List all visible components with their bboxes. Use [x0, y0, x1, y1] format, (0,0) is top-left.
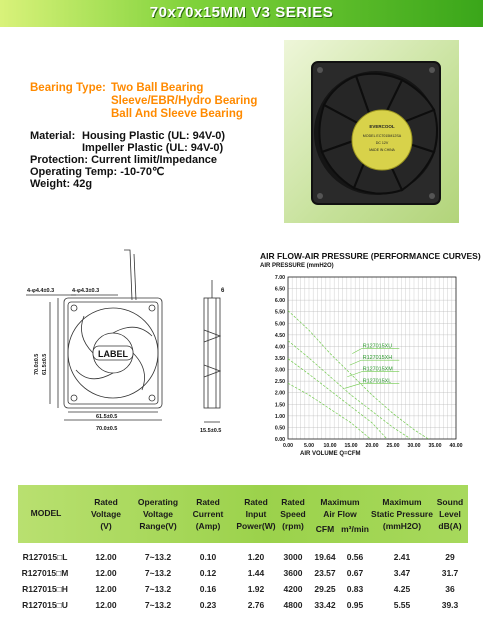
- y-tick-label: 0.50: [274, 425, 285, 432]
- y-tick-label: 1.00: [274, 413, 285, 420]
- legend-label: R127015XH: [362, 355, 393, 362]
- fan-image: [284, 40, 459, 223]
- x-tick-label: 40.00: [449, 443, 463, 449]
- table-cell: 4.25: [393, 584, 411, 594]
- table-cell: 3000: [283, 552, 303, 562]
- weight: Weight: 42g: [30, 178, 93, 190]
- table-cell: 31.7: [441, 568, 459, 578]
- col-sound-level: Sound Level dB(A): [436, 497, 464, 531]
- bearing-type-value-2: Sleeve/EBR/Hydro Bearing: [111, 95, 258, 107]
- table-cell: 12.00: [95, 600, 117, 610]
- table-cell: 1.44: [247, 568, 265, 578]
- table-header: [18, 485, 468, 543]
- y-tick-label: 2.00: [274, 390, 285, 397]
- table-cell: 7~13.2: [144, 568, 172, 578]
- hole-dim-left: 4-φ4.4±0.3: [27, 288, 55, 294]
- table-cell: 1.20: [247, 552, 265, 562]
- table-cell: 12.00: [95, 568, 117, 578]
- photo-label-origin: MADE IN CHINA: [369, 148, 395, 152]
- bearing-type-value-3: Ball And Sleeve Bearing: [111, 108, 243, 120]
- bearing-type-label: Bearing Type:: [30, 82, 106, 94]
- series-line: [288, 341, 411, 439]
- x-tick-label: 0.00: [282, 443, 294, 449]
- table-cell: 36: [445, 584, 455, 594]
- table-cell: R127015□U: [22, 600, 68, 610]
- col-m3-min: m³/min: [341, 524, 369, 534]
- x-tick-label: 5.00: [303, 443, 315, 449]
- photo-label-brand: EVERCOOL: [369, 124, 395, 129]
- table-cell: 0.83: [346, 584, 364, 594]
- impeller-material: Impeller Plastic (UL: 94V-0): [82, 142, 224, 154]
- table-cell: 2.41: [393, 552, 411, 562]
- table-cell: 1.92: [247, 584, 265, 594]
- y-tick-label: 6.00: [274, 298, 285, 305]
- dim-side-small: 6: [221, 288, 225, 294]
- table-cell: 33.42: [314, 600, 336, 610]
- table-cell: R127015□H: [22, 584, 68, 594]
- table-cell: 2.76: [247, 600, 265, 610]
- legend-leader: [345, 383, 362, 388]
- legend-label: R127015XM: [362, 366, 393, 373]
- dim-70-bottom: 70.0±0.5: [96, 426, 118, 432]
- legend-label: R127015XL: [362, 378, 392, 385]
- table-cell: 7~13.2: [144, 600, 172, 610]
- dim-depth: 15.5±0.5: [200, 428, 222, 434]
- col-max-static-pressure: Maximum Static Pressure (mmH2O): [371, 497, 433, 531]
- x-tick-label: 35.00: [428, 443, 442, 449]
- table-cell: 0.56: [346, 552, 364, 562]
- table-cell: 7~13.2: [144, 584, 172, 594]
- legend-leader: [352, 349, 361, 354]
- table-cell: 12.00: [95, 552, 117, 562]
- dimension-drawing: [24, 240, 249, 440]
- y-tick-label: 5.00: [274, 321, 285, 328]
- header-banner: [0, 0, 483, 27]
- table-cell: 3.47: [393, 568, 411, 578]
- table-row: [18, 549, 468, 565]
- y-tick-label: 5.50: [274, 309, 285, 316]
- col-max-air-flow: Maximum Air Flow: [320, 497, 360, 519]
- col-rated-speed: Rated Speed (rpm): [280, 497, 306, 531]
- y-tick-label: 3.50: [274, 356, 285, 362]
- table-row: [18, 597, 468, 613]
- bearing-type-value-1: Two Ball Bearing: [111, 82, 204, 94]
- table-cell: 0.67: [346, 568, 364, 578]
- table-cell: 39.3: [441, 600, 459, 610]
- col-rated-current: Rated Current (Amp): [192, 497, 224, 531]
- y-tick-label: 2.50: [274, 379, 285, 386]
- table-cell: 7~13.2: [144, 552, 172, 562]
- dim-61-5-side: 61.5±0.5: [42, 353, 48, 375]
- x-tick-label: 30.00: [407, 443, 421, 449]
- table-cell: 0.95: [346, 600, 364, 610]
- x-tick-label: 10.00: [323, 443, 337, 449]
- series-line: [288, 383, 371, 439]
- table-cell: 4200: [283, 584, 303, 594]
- table-row: [18, 565, 468, 581]
- spec-table: [18, 485, 468, 613]
- table-cell: 29: [445, 552, 455, 562]
- table-cell: 19.64: [314, 552, 336, 562]
- table-cell: 5.55: [393, 600, 411, 610]
- photo-label-model: MODEL EC7015M12SA: [362, 134, 402, 138]
- photo-label-rating: DC 12V: [375, 141, 389, 145]
- chart-x-axis-title: AIR VOLUME Q=CFM: [300, 451, 361, 457]
- x-tick-label: 15.00: [344, 443, 358, 449]
- table-cell: 0.12: [199, 568, 217, 578]
- table-cell: 23.57: [314, 568, 336, 578]
- y-tick-label: 6.50: [274, 286, 285, 293]
- legend-label: R127015XU: [362, 343, 393, 350]
- label-placeholder: LABEL: [98, 349, 128, 359]
- material-label: Material:: [30, 130, 76, 142]
- col-rated-input-power: Rated Input Power(W): [236, 497, 276, 531]
- chart-title: AIR FLOW-AIR PRESSURE (PERFORMANCE CURVES): [260, 251, 481, 261]
- y-tick-label: 4.00: [274, 344, 285, 351]
- col-operating-voltage: Operating Voltage Range(V): [137, 497, 179, 531]
- chart-y-axis-title: AIR PRESSURE (mmH2O): [260, 263, 334, 269]
- y-tick-label: 3.00: [274, 367, 285, 374]
- table-cell: 0.10: [199, 552, 217, 562]
- table-cell: 12.00: [95, 584, 117, 594]
- table-cell: 3600: [283, 568, 303, 578]
- y-tick-label: 0.00: [274, 437, 285, 443]
- x-tick-label: 25.00: [386, 443, 400, 449]
- table-row: [18, 581, 468, 597]
- page-title: 70x70x15MM V3 SERIES: [149, 4, 334, 21]
- y-tick-label: 1.50: [274, 402, 285, 409]
- protection: Protection: Current limit/Impedance: [30, 154, 218, 166]
- y-tick-label: 4.50: [274, 332, 285, 339]
- legend-leader: [350, 360, 362, 365]
- housing-material: Housing Plastic (UL: 94V-0): [82, 130, 226, 142]
- dim-70-side: 70.0±0.5: [34, 353, 40, 375]
- table-cell: 29.25: [314, 584, 336, 594]
- table-cell: 0.16: [199, 584, 217, 594]
- hole-dim-right: 4-φ4.3±0.3: [72, 288, 100, 294]
- table-cell: 4800: [283, 600, 303, 610]
- col-cfm: CFM: [315, 524, 335, 534]
- x-tick-label: 20.00: [365, 443, 379, 449]
- dim-61-5-bottom: 61.5±0.5: [96, 414, 118, 420]
- col-model: MODEL: [30, 508, 62, 518]
- col-rated-voltage: Rated Voltage (V): [90, 497, 122, 531]
- table-cell: R127015□L: [22, 552, 68, 562]
- fan-photo: [284, 40, 459, 223]
- y-tick-label: 7.00: [274, 275, 285, 281]
- table-cell: 0.23: [199, 600, 217, 610]
- performance-chart: [256, 270, 471, 454]
- table-cell: R127015□M: [21, 568, 69, 578]
- operating-temp: Operating Temp: -10-70℃: [30, 166, 165, 178]
